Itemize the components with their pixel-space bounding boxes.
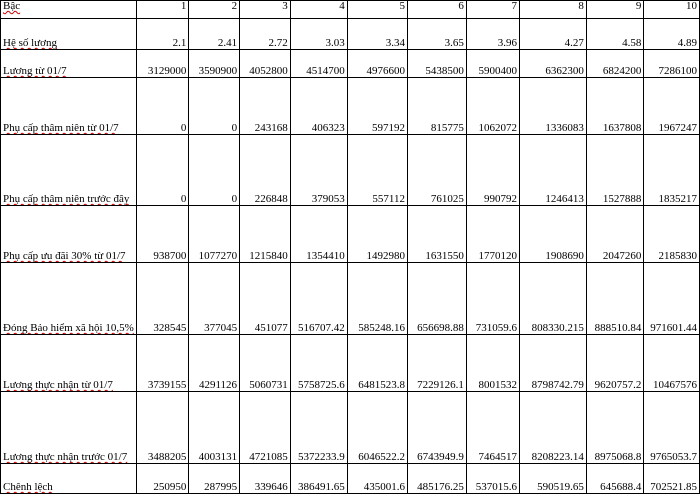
value-cell: 250950 xyxy=(136,464,189,494)
value-cell: 287995 xyxy=(189,464,240,494)
value-cell: 379053 xyxy=(290,135,347,206)
value-cell: 4721085 xyxy=(240,392,291,464)
table-row xyxy=(1,335,700,392)
value-cell: 557112 xyxy=(347,135,407,206)
value-cell: 3739155 xyxy=(136,335,189,392)
table-row xyxy=(1,78,700,135)
value-cell: 597192 xyxy=(347,78,407,135)
value-cell: 1062072 xyxy=(466,78,519,135)
value-cell: 9765053.7 xyxy=(644,392,700,464)
value-cell: 1637808 xyxy=(586,78,643,135)
value-cell: 3.96 xyxy=(466,19,519,50)
value-cell: 4.27 xyxy=(519,19,586,50)
value-cell: 990792 xyxy=(466,135,519,206)
level-cell: 2 xyxy=(189,1,240,19)
level-cell: 4 xyxy=(290,1,347,19)
value-cell: 971601.44 xyxy=(644,263,700,335)
value-cell: 2047260 xyxy=(586,206,643,263)
row-label-cell: Lương thực nhận từ 01/7 xyxy=(1,335,137,392)
row-label-cell: Hệ số lương xyxy=(1,19,137,50)
value-cell: 1215840 xyxy=(240,206,291,263)
value-cell: 1967247 xyxy=(644,78,700,135)
row-label-cell: Phụ cấp ưu đãi 30% từ 01/7 xyxy=(1,206,137,263)
value-cell: 1835217 xyxy=(644,135,700,206)
value-cell: 815775 xyxy=(408,78,467,135)
value-cell: 10467576 xyxy=(644,335,700,392)
level-cell: 9 xyxy=(586,1,643,19)
level-cell: 3 xyxy=(240,1,291,19)
value-cell: 516707.42 xyxy=(290,263,347,335)
value-cell: 3590900 xyxy=(189,50,240,78)
value-cell: 6824200 xyxy=(586,50,643,78)
value-cell: 1908690 xyxy=(519,206,586,263)
row-label-cell: Phụ cấp thâm niên từ 01/7 xyxy=(1,78,137,135)
value-cell: 702521.85 xyxy=(644,464,700,494)
value-cell: 406323 xyxy=(290,78,347,135)
level-cell: 6 xyxy=(408,1,467,19)
table-row xyxy=(1,392,700,464)
row-label-cell: Lương thực nhận trước 01/7 xyxy=(1,392,137,464)
value-cell: 386491.65 xyxy=(290,464,347,494)
value-cell: 645688.4 xyxy=(586,464,643,494)
level-cell: 10 xyxy=(644,1,700,19)
value-cell: 1246413 xyxy=(519,135,586,206)
value-cell: 5900400 xyxy=(466,50,519,78)
value-cell: 0 xyxy=(189,78,240,135)
value-cell: 731059.6 xyxy=(466,263,519,335)
value-cell: 1527888 xyxy=(586,135,643,206)
value-cell: 6362300 xyxy=(519,50,586,78)
value-cell: 6743949.9 xyxy=(408,392,467,464)
value-cell: 8208223.14 xyxy=(519,392,586,464)
value-cell: 3.03 xyxy=(290,19,347,50)
value-cell: 938700 xyxy=(136,206,189,263)
value-cell: 377045 xyxy=(189,263,240,335)
value-cell: 1077270 xyxy=(189,206,240,263)
value-cell: 0 xyxy=(136,78,189,135)
value-cell: 8798742.79 xyxy=(519,335,586,392)
value-cell: 1354410 xyxy=(290,206,347,263)
value-cell: 4.58 xyxy=(586,19,643,50)
value-cell: 451077 xyxy=(240,263,291,335)
value-cell: 2.1 xyxy=(136,19,189,50)
value-cell: 2.41 xyxy=(189,19,240,50)
level-cell: 1 xyxy=(136,1,189,19)
value-cell: 4976600 xyxy=(347,50,407,78)
value-cell: 226848 xyxy=(240,135,291,206)
value-cell: 4291126 xyxy=(189,335,240,392)
row-label-cell: Phụ cấp thâm niên trước đây xyxy=(1,135,137,206)
value-cell: 243168 xyxy=(240,78,291,135)
row-label-cell: Chênh lệch xyxy=(1,464,137,494)
value-cell: 2185830 xyxy=(644,206,700,263)
header-label-cell: Bậc xyxy=(1,1,137,19)
table-row-header xyxy=(1,1,700,19)
value-cell: 3.34 xyxy=(347,19,407,50)
value-cell: 537015.6 xyxy=(466,464,519,494)
value-cell: 8001532 xyxy=(466,335,519,392)
table-row xyxy=(1,50,700,78)
value-cell: 328545 xyxy=(136,263,189,335)
value-cell: 3.65 xyxy=(408,19,467,50)
value-cell: 656698.88 xyxy=(408,263,467,335)
value-cell: 435001.6 xyxy=(347,464,407,494)
value-cell: 4003131 xyxy=(189,392,240,464)
value-cell: 4052800 xyxy=(240,50,291,78)
value-cell: 585248.16 xyxy=(347,263,407,335)
table-row xyxy=(1,464,700,494)
row-label-cell: Lương từ 01/7 xyxy=(1,50,137,78)
table-row xyxy=(1,19,700,50)
value-cell: 4.89 xyxy=(644,19,700,50)
level-cell: 7 xyxy=(466,1,519,19)
value-cell: 8975068.8 xyxy=(586,392,643,464)
value-cell: 5372233.9 xyxy=(290,392,347,464)
value-cell: 888510.84 xyxy=(586,263,643,335)
value-cell: 7286100 xyxy=(644,50,700,78)
value-cell: 808330.215 xyxy=(519,263,586,335)
value-cell: 6481523.8 xyxy=(347,335,407,392)
level-cell: 5 xyxy=(347,1,407,19)
level-cell: 8 xyxy=(519,1,586,19)
value-cell: 761025 xyxy=(408,135,467,206)
value-cell: 7464517 xyxy=(466,392,519,464)
value-cell: 7229126.1 xyxy=(408,335,467,392)
value-cell: 339646 xyxy=(240,464,291,494)
value-cell: 0 xyxy=(189,135,240,206)
value-cell: 0 xyxy=(136,135,189,206)
table-row xyxy=(1,206,700,263)
value-cell: 5060731 xyxy=(240,335,291,392)
value-cell: 485176.25 xyxy=(408,464,467,494)
value-cell: 9620757.2 xyxy=(586,335,643,392)
table-row xyxy=(1,135,700,206)
value-cell: 1336083 xyxy=(519,78,586,135)
table-row xyxy=(1,263,700,335)
value-cell: 1770120 xyxy=(466,206,519,263)
value-cell: 1492980 xyxy=(347,206,407,263)
value-cell: 4514700 xyxy=(290,50,347,78)
value-cell: 5758725.6 xyxy=(290,335,347,392)
value-cell: 5438500 xyxy=(408,50,467,78)
value-cell: 1631550 xyxy=(408,206,467,263)
row-label-cell: Đóng Bảo hiểm xã hội 10,5% xyxy=(1,263,137,335)
value-cell: 590519.65 xyxy=(519,464,586,494)
value-cell: 3129000 xyxy=(136,50,189,78)
value-cell: 3488205 xyxy=(136,392,189,464)
value-cell: 2.72 xyxy=(240,19,291,50)
value-cell: 6046522.2 xyxy=(347,392,407,464)
